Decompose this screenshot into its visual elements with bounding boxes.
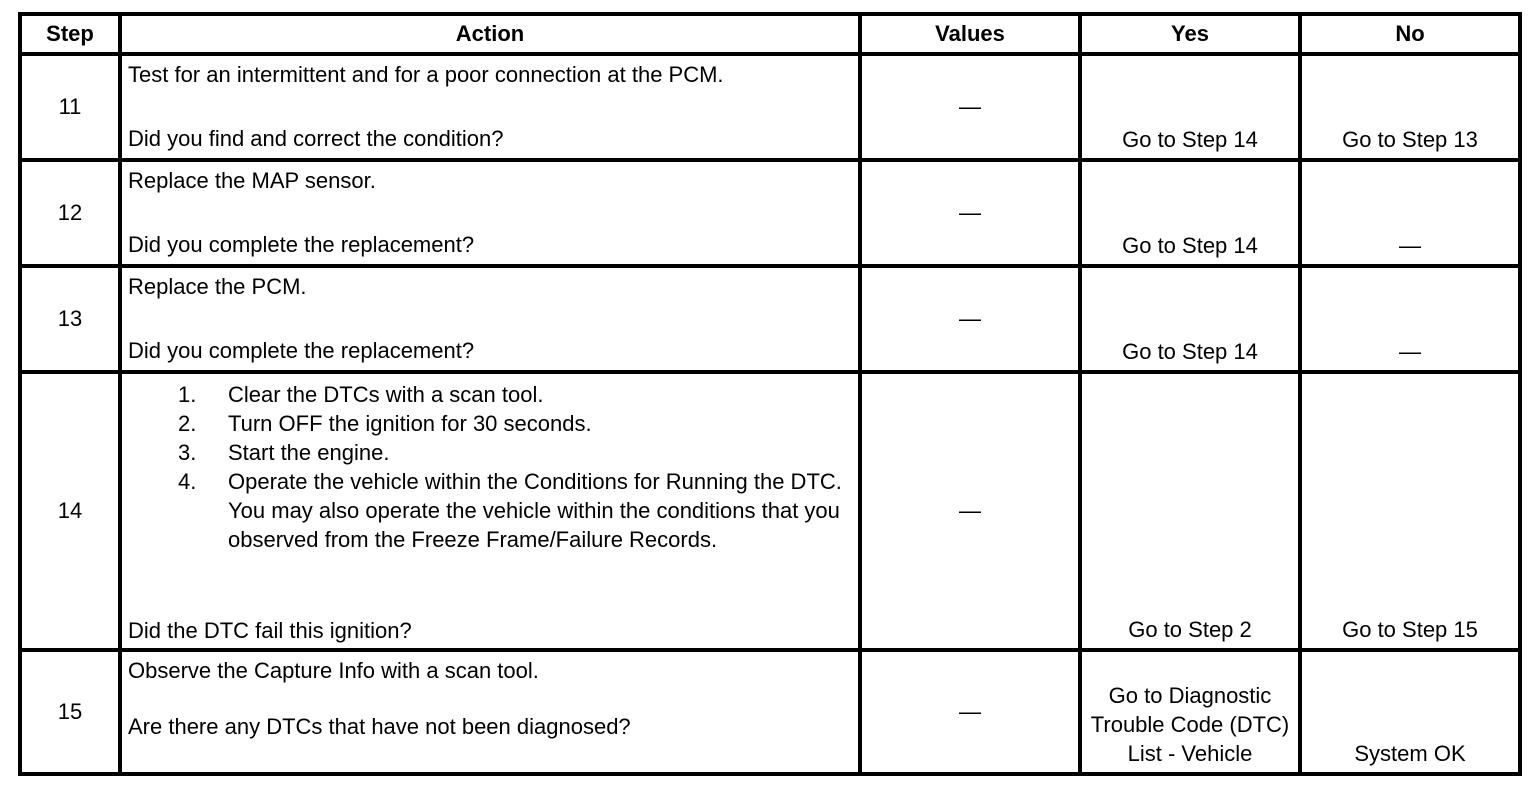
table-row [20,372,1520,650]
yes-cell [1080,54,1300,160]
no-value: — [1399,339,1421,364]
table-row [20,160,1520,266]
no-link[interactable]: Go to Step 15 [1342,617,1478,642]
no-value: — [1399,233,1421,258]
yes-cell [1080,266,1300,372]
action-step-item: Start the engine. [228,440,390,465]
values-cell: — [860,266,1080,372]
table-row [20,650,1520,774]
action-question: Did you complete the replacement? [128,338,475,363]
no-value: System OK [1354,741,1466,766]
yes-link[interactable]: Go to Diagnostic Trouble Code (DTC) List - Vehicle [1090,683,1290,766]
no-cell [1300,266,1520,372]
action-steps-list [128,380,850,554]
action-question: Are there any DTCs that have not been diagnosed? [128,714,631,739]
no-cell [1300,650,1520,774]
header-yes: Yes [1080,14,1300,54]
yes-cell [1080,160,1300,266]
action-cell [120,54,860,160]
values-cell: — [860,54,1080,160]
step-number: 13 [20,266,120,372]
yes-cell [1080,372,1300,650]
header-row [20,14,1520,54]
action-text: Observe the Capture Info with a scan tool. [128,658,539,683]
step-number: 11 [20,54,120,160]
values-cell: — [860,160,1080,266]
step-number: 14 [20,372,120,650]
yes-cell [1080,650,1300,774]
action-text: Test for an intermittent and for a poor connection at the PCM. [128,62,724,87]
action-cell [120,650,860,774]
step-number: 12 [20,160,120,266]
no-cell [1300,372,1520,650]
no-cell [1300,160,1520,266]
yes-link[interactable]: Go to Step 2 [1128,617,1252,642]
action-question: Did the DTC fail this ignition? [128,618,412,643]
header-step: Step [20,14,120,54]
no-cell [1300,54,1520,160]
action-question: Did you complete the replacement? [128,232,475,257]
step-number: 15 [20,650,120,774]
values-cell: — [860,650,1080,774]
header-values: Values [860,14,1080,54]
action-cell [120,160,860,266]
diagnostic-table [18,12,1522,776]
table-row [20,266,1520,372]
action-step-item: Operate the vehicle within the Conditions for Running the DTC. You may also operate the vehicle within the conditions that you observed from the Freeze Frame/Failure Records. [228,469,842,552]
action-cell [120,266,860,372]
values-cell: — [860,372,1080,650]
action-step-item: Turn OFF the ignition for 30 seconds. [228,411,592,436]
action-cell [120,372,860,650]
yes-link[interactable]: Go to Step 14 [1122,339,1258,364]
no-link[interactable]: Go to Step 13 [1342,127,1478,152]
action-text: Replace the MAP sensor. [128,168,376,193]
header-no: No [1300,14,1520,54]
yes-link[interactable]: Go to Step 14 [1122,233,1258,258]
action-text: Replace the PCM. [128,274,307,299]
action-step-item: Clear the DTCs with a scan tool. [228,382,544,407]
action-question: Did you find and correct the condition? [128,126,504,151]
yes-link[interactable]: Go to Step 14 [1122,127,1258,152]
table-row [20,54,1520,160]
header-action: Action [120,14,860,54]
